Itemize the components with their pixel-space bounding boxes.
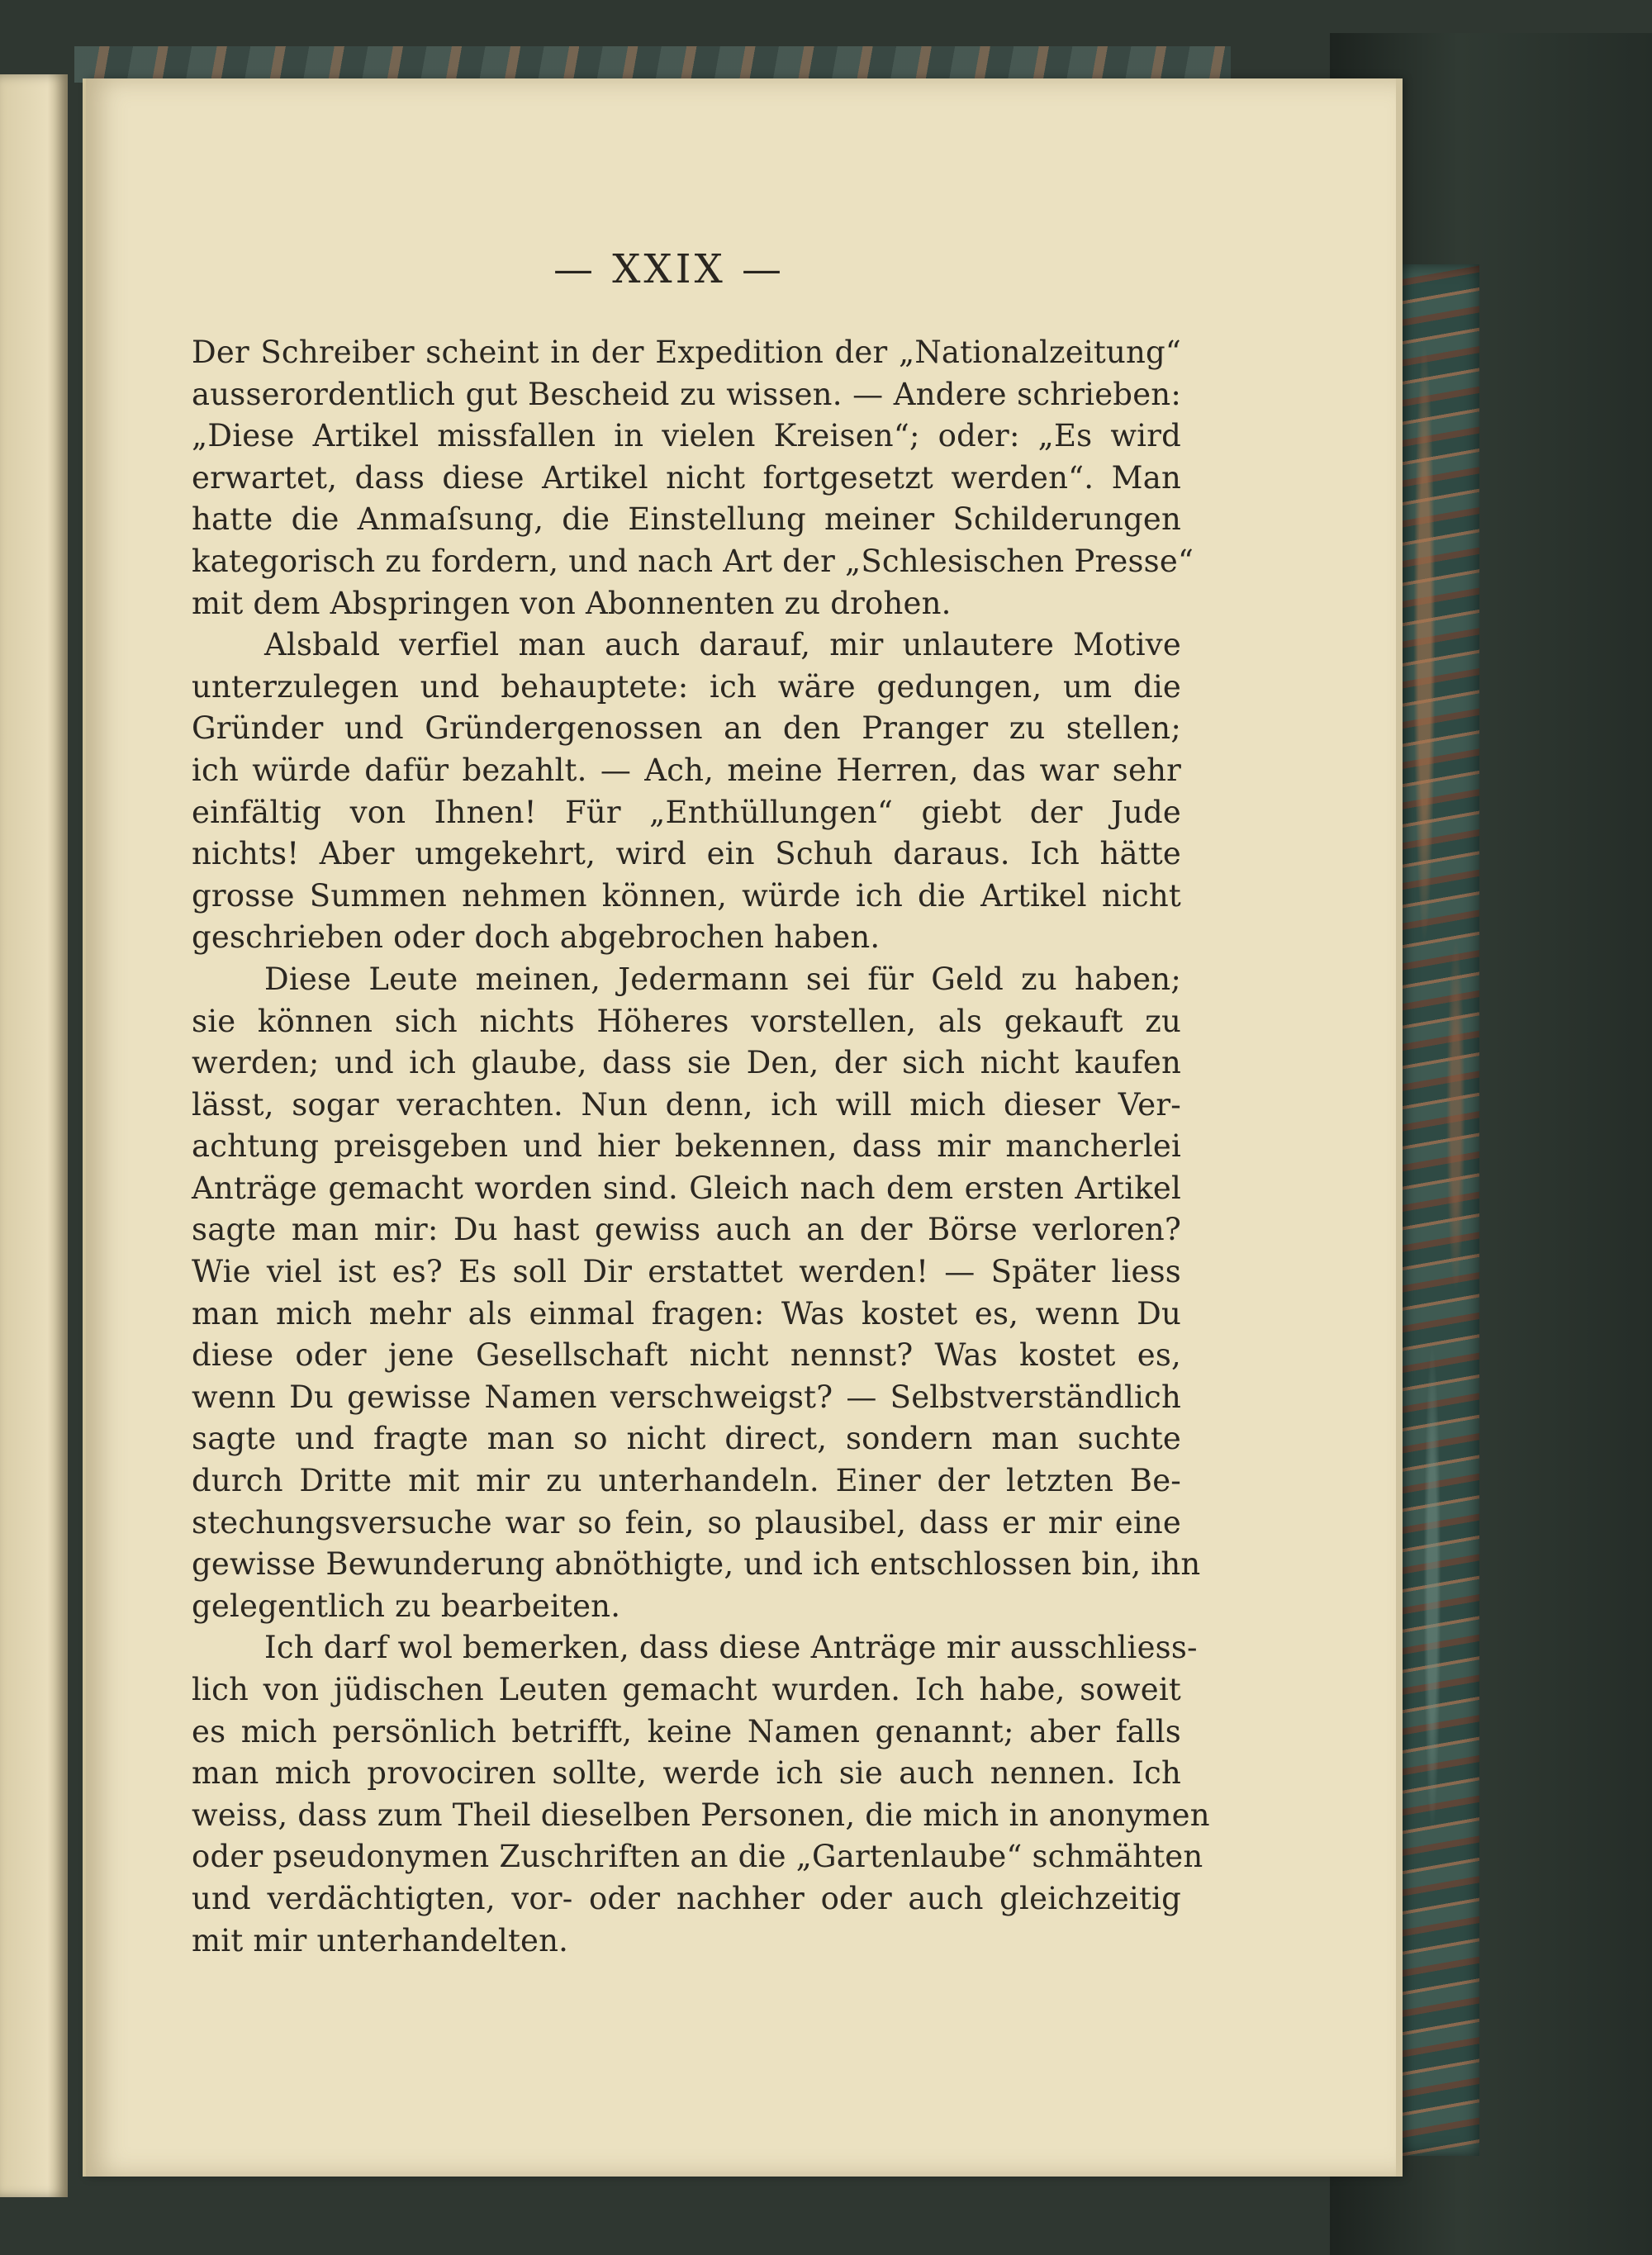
text-line: gelegentlich zu bearbeiten. bbox=[192, 1588, 621, 1624]
text-line: sagte man mir: Du hast gewiss auch an der Börse verloren? bbox=[192, 1212, 1181, 1248]
text-line: Der Schreiber scheint in der Expedition der „Nationalzeitung“ bbox=[192, 335, 1181, 370]
text-line: Diese Leute meinen, Jedermann sei für Geld zu haben; bbox=[264, 961, 1181, 997]
text-line: mit mir unterhandelten. bbox=[192, 1922, 569, 1958]
text-line: ausserordentlich gut Bescheid zu wissen. — Andere schrieben: bbox=[192, 376, 1181, 412]
text-line: lich von jüdischen Leuten gemacht wurden. Ich habe, soweit bbox=[192, 1672, 1181, 1707]
text-line: und verdächtigten, vor- oder nachher oder auch gleichzeitig bbox=[192, 1880, 1181, 1916]
text-line: „Diese Artikel missfallen in vielen Kreisen“; oder: „Es wird bbox=[192, 418, 1181, 454]
page-edge bbox=[1396, 78, 1403, 2177]
text-line: Alsbald verfiel man auch darauf, mir unlautere Motive bbox=[264, 627, 1181, 663]
text-line: weiss, dass zum Theil dieselben Personen, die mich in anonymen bbox=[192, 1797, 1210, 1833]
text-line: sagte und fragte man so nicht direct, sondern man suchte bbox=[192, 1421, 1181, 1457]
text-line: stechungsversuche war so fein, so plausibel, dass er mir eine bbox=[192, 1504, 1181, 1541]
text-line: ich würde dafür bezahlt. — Ach, meine Herren, das war sehr bbox=[192, 752, 1181, 788]
text-line: lässt, sogar verachten. Nun denn, ich will mich dieser Ver- bbox=[192, 1086, 1181, 1123]
cover-top-band bbox=[74, 46, 1231, 83]
text-line: unterzulegen und behauptete: ich wäre gedungen, um die bbox=[192, 668, 1181, 705]
text-line: hatte die Anmaſsung, die Einstellung meiner Schilderungen bbox=[192, 501, 1181, 538]
text-line: einfältig von Ihnen! Für „Enthüllungen“ giebt der Jude bbox=[192, 794, 1181, 830]
text-line: Wie viel ist es? Es soll Dir erstattet werden! — Später liess bbox=[192, 1254, 1181, 1290]
text-line: durch Dritte mit mir zu unterhandeln. Einer der letzten Be- bbox=[192, 1463, 1181, 1499]
text-line: es mich persönlich betrifft, keine Namen genannt; aber falls bbox=[192, 1713, 1181, 1749]
text-line: werden; und ich glaube, dass sie Den, der sich nicht kaufen bbox=[192, 1045, 1181, 1081]
text-line: erwartet, dass diese Artikel nicht fortgesetzt werden“. Man bbox=[192, 459, 1181, 496]
text-line: grosse Summen nehmen können, würde ich die Artikel nicht bbox=[192, 877, 1181, 914]
body-text bbox=[192, 332, 1210, 1962]
text-line: gewisse Bewunderung abnöthigte, und ich entschlossen bin, ihn bbox=[192, 1546, 1201, 1583]
text-line: sie können sich nichts Höheres vorstellen, als gekauft zu bbox=[192, 1003, 1181, 1039]
marbled-cover-edge bbox=[1396, 264, 1479, 2156]
text-line: oder pseudonymen Zuschriften an die „Gartenlaube“ schmähten bbox=[192, 1839, 1203, 1875]
text-line: wenn Du gewisse Namen verschweigst? — Selbstverständlich bbox=[192, 1379, 1181, 1415]
text-line: nichts! Aber umgekehrt, wird ein Schuh daraus. Ich hätte bbox=[192, 836, 1181, 872]
running-head: — XXIX — bbox=[553, 246, 785, 292]
text-line: mit dem Abspringen von Abonnenten zu drohen. bbox=[192, 585, 952, 621]
text-line: Gründer und Gründergenossen an den Pranger zu stellen; bbox=[192, 710, 1181, 747]
text-line: man mich mehr als einmal fragen: Was kostet es, wenn Du bbox=[192, 1295, 1181, 1332]
text-line: geschrieben oder doch abgebrochen haben. bbox=[192, 919, 881, 956]
text-line: kategorisch zu fordern, und nach Art der „Schlesischen Presse“ bbox=[192, 543, 1194, 579]
left-page-edge bbox=[0, 74, 68, 2197]
text-line: Anträge gemacht worden sind. Gleich nach dem ersten Artikel bbox=[192, 1170, 1181, 1206]
text-line: achtung preisgeben und hier bekennen, dass mir mancherlei bbox=[192, 1128, 1181, 1165]
text-line: diese oder jene Gesellschaft nicht nennst? Was kostet es, bbox=[192, 1337, 1181, 1374]
text-line: Ich darf wol bemerken, dass diese Anträge mir ausschliess- bbox=[264, 1630, 1198, 1666]
text-line: man mich provociren sollte, werde ich sie auch nennen. Ich bbox=[192, 1755, 1181, 1792]
